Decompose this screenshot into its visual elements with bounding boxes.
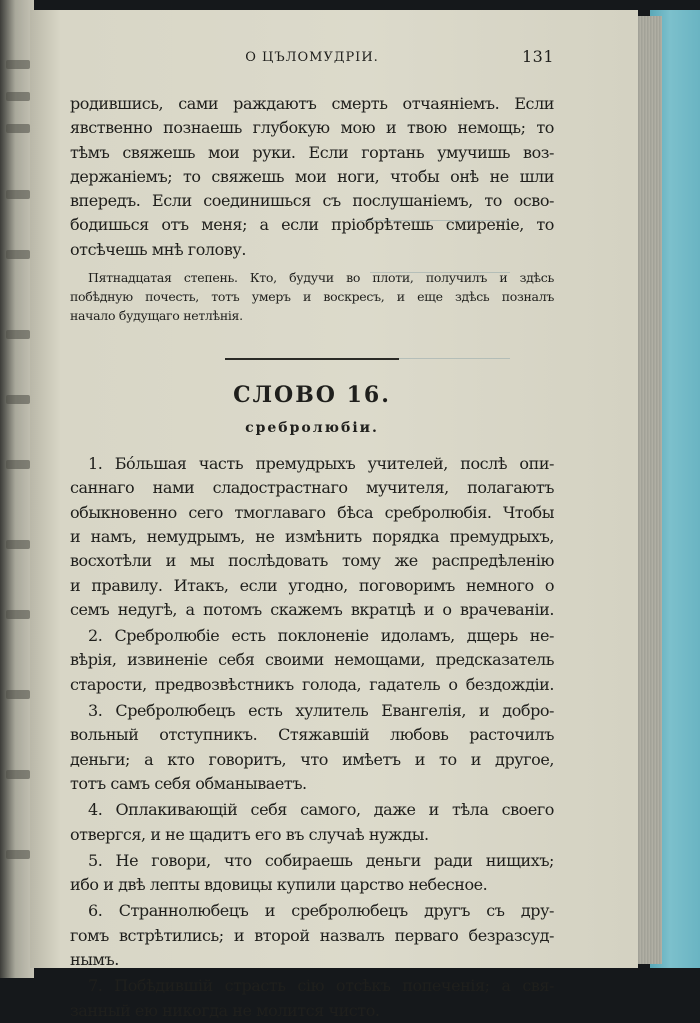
text-line: гомъ встрѣтились; и второй назвалъ перваго безразсуд- — [70, 925, 554, 945]
paragraph-6 — [70, 899, 554, 972]
text-line: 7. Побѣдившій страсть сію отсѣкъ попеченія; а свя- — [88, 976, 554, 996]
text-line: отвергся, и не щадитъ его въ случаѣ нужды. — [70, 824, 429, 844]
text-line: родившись, сами раждаютъ смерть отчаяніемъ. Если — [70, 94, 554, 113]
text-line: 4. Оплакивающій себя самого, даже и тѣла своего — [88, 800, 554, 820]
paragraph-3 — [70, 699, 554, 796]
text-line: восхотѣли и мы послѣдовать тому же распредѣленію — [70, 551, 554, 571]
running-title: О ЦЪЛОМУДРІИ. — [245, 50, 379, 65]
text-line: отсѣчешь мнѣ голову. — [70, 239, 246, 259]
text-line: ибо и двѣ лепты вдовицы купили царство небесное. — [70, 875, 488, 895]
text-line: впередъ. Если соединишься съ послушаніемъ, то осво- — [70, 191, 554, 211]
page-header — [70, 47, 554, 71]
note-line: Пятнадцатая степень. Кто, будучи во плоти, получилъ и здѣсь — [88, 270, 554, 286]
text-line: и намъ, немудрымъ, не измѣнить порядка премудрыхъ, — [70, 526, 554, 546]
text-line: держаніемъ; то свяжешь мои ноги, чтобы онѣ не шли — [70, 166, 554, 186]
degree-note — [70, 268, 554, 325]
continued-paragraph — [70, 92, 554, 262]
book-page — [30, 10, 638, 1020]
text-line: 2. Сребролюбіе есть поклоненіе идоламъ, дщерь не- — [88, 626, 554, 646]
section-heading: СЛОВО 16. — [233, 382, 391, 409]
text-line: тѣмъ свяжешь мои руки. Если гортань умучишь воз- — [70, 142, 554, 162]
text-line: 6. Страннолюбецъ и сребролюбецъ другъ съ дру- — [88, 901, 554, 921]
text-line: семъ недугѣ, а потомъ скажемъ вкратцѣ и о врачеваніи. — [70, 599, 554, 619]
text-line: занный ею никогда не молится чисто. — [70, 1000, 380, 1020]
text-line: старости, предвозвѣстникъ голода, гадатель о бездождіи. — [70, 674, 554, 694]
text-line: тотъ самъ себя обманываетъ. — [70, 773, 307, 793]
text-line: явственно познаешь глубокую мою и твою немощь; то — [70, 118, 554, 138]
text-line: саннаго нами сладострастнаго мучителя, полагаютъ — [70, 478, 554, 498]
text-line: 5. Не говори, что собираешь деньги ради нищихъ; — [88, 850, 554, 870]
left-page-fragment — [0, 0, 34, 978]
text-block — [70, 92, 554, 1023]
text-line: 1. Бо́льшая часть премудрыхъ учителей, послѣ опи- — [88, 454, 554, 474]
section-subtitle: сребролюбіи. — [245, 420, 379, 437]
paragraph-4 — [70, 798, 554, 847]
paragraph-1 — [70, 452, 554, 622]
page-number: 131 — [521, 47, 554, 66]
text-line: бодишься отъ меня; а если пріобрѣтешь смиреніе, то — [70, 215, 554, 235]
text-line: вѣрія, извиненіе себя своими немощами, предсказатель — [70, 650, 554, 670]
section-divider — [225, 358, 399, 360]
paragraph-5 — [70, 849, 554, 898]
text-line: нымъ. — [70, 950, 119, 970]
text-line: деньги; а кто говоритъ, что имѣетъ и то и другое, — [70, 749, 554, 769]
note-line: побѣдную почесть, тотъ умеръ и воскресъ, и еще здѣсь позналъ — [70, 289, 554, 305]
paragraph-2 — [70, 624, 554, 697]
text-line: и правилу. Итакъ, если угодно, поговоримъ немного о — [70, 575, 554, 595]
text-line: вольный отступникъ. Стяжавшій любовь расточилъ — [70, 725, 554, 745]
text-line: 3. Сребролюбецъ есть хулитель Евангелія, и добро- — [88, 701, 554, 721]
note-line: начало будущаго нетлѣнія. — [70, 308, 243, 324]
text-line: обыкновенно сего тмоглаваго бѣса сребролюбія. Чтобы — [70, 502, 554, 522]
paragraph-7 — [70, 974, 554, 1023]
